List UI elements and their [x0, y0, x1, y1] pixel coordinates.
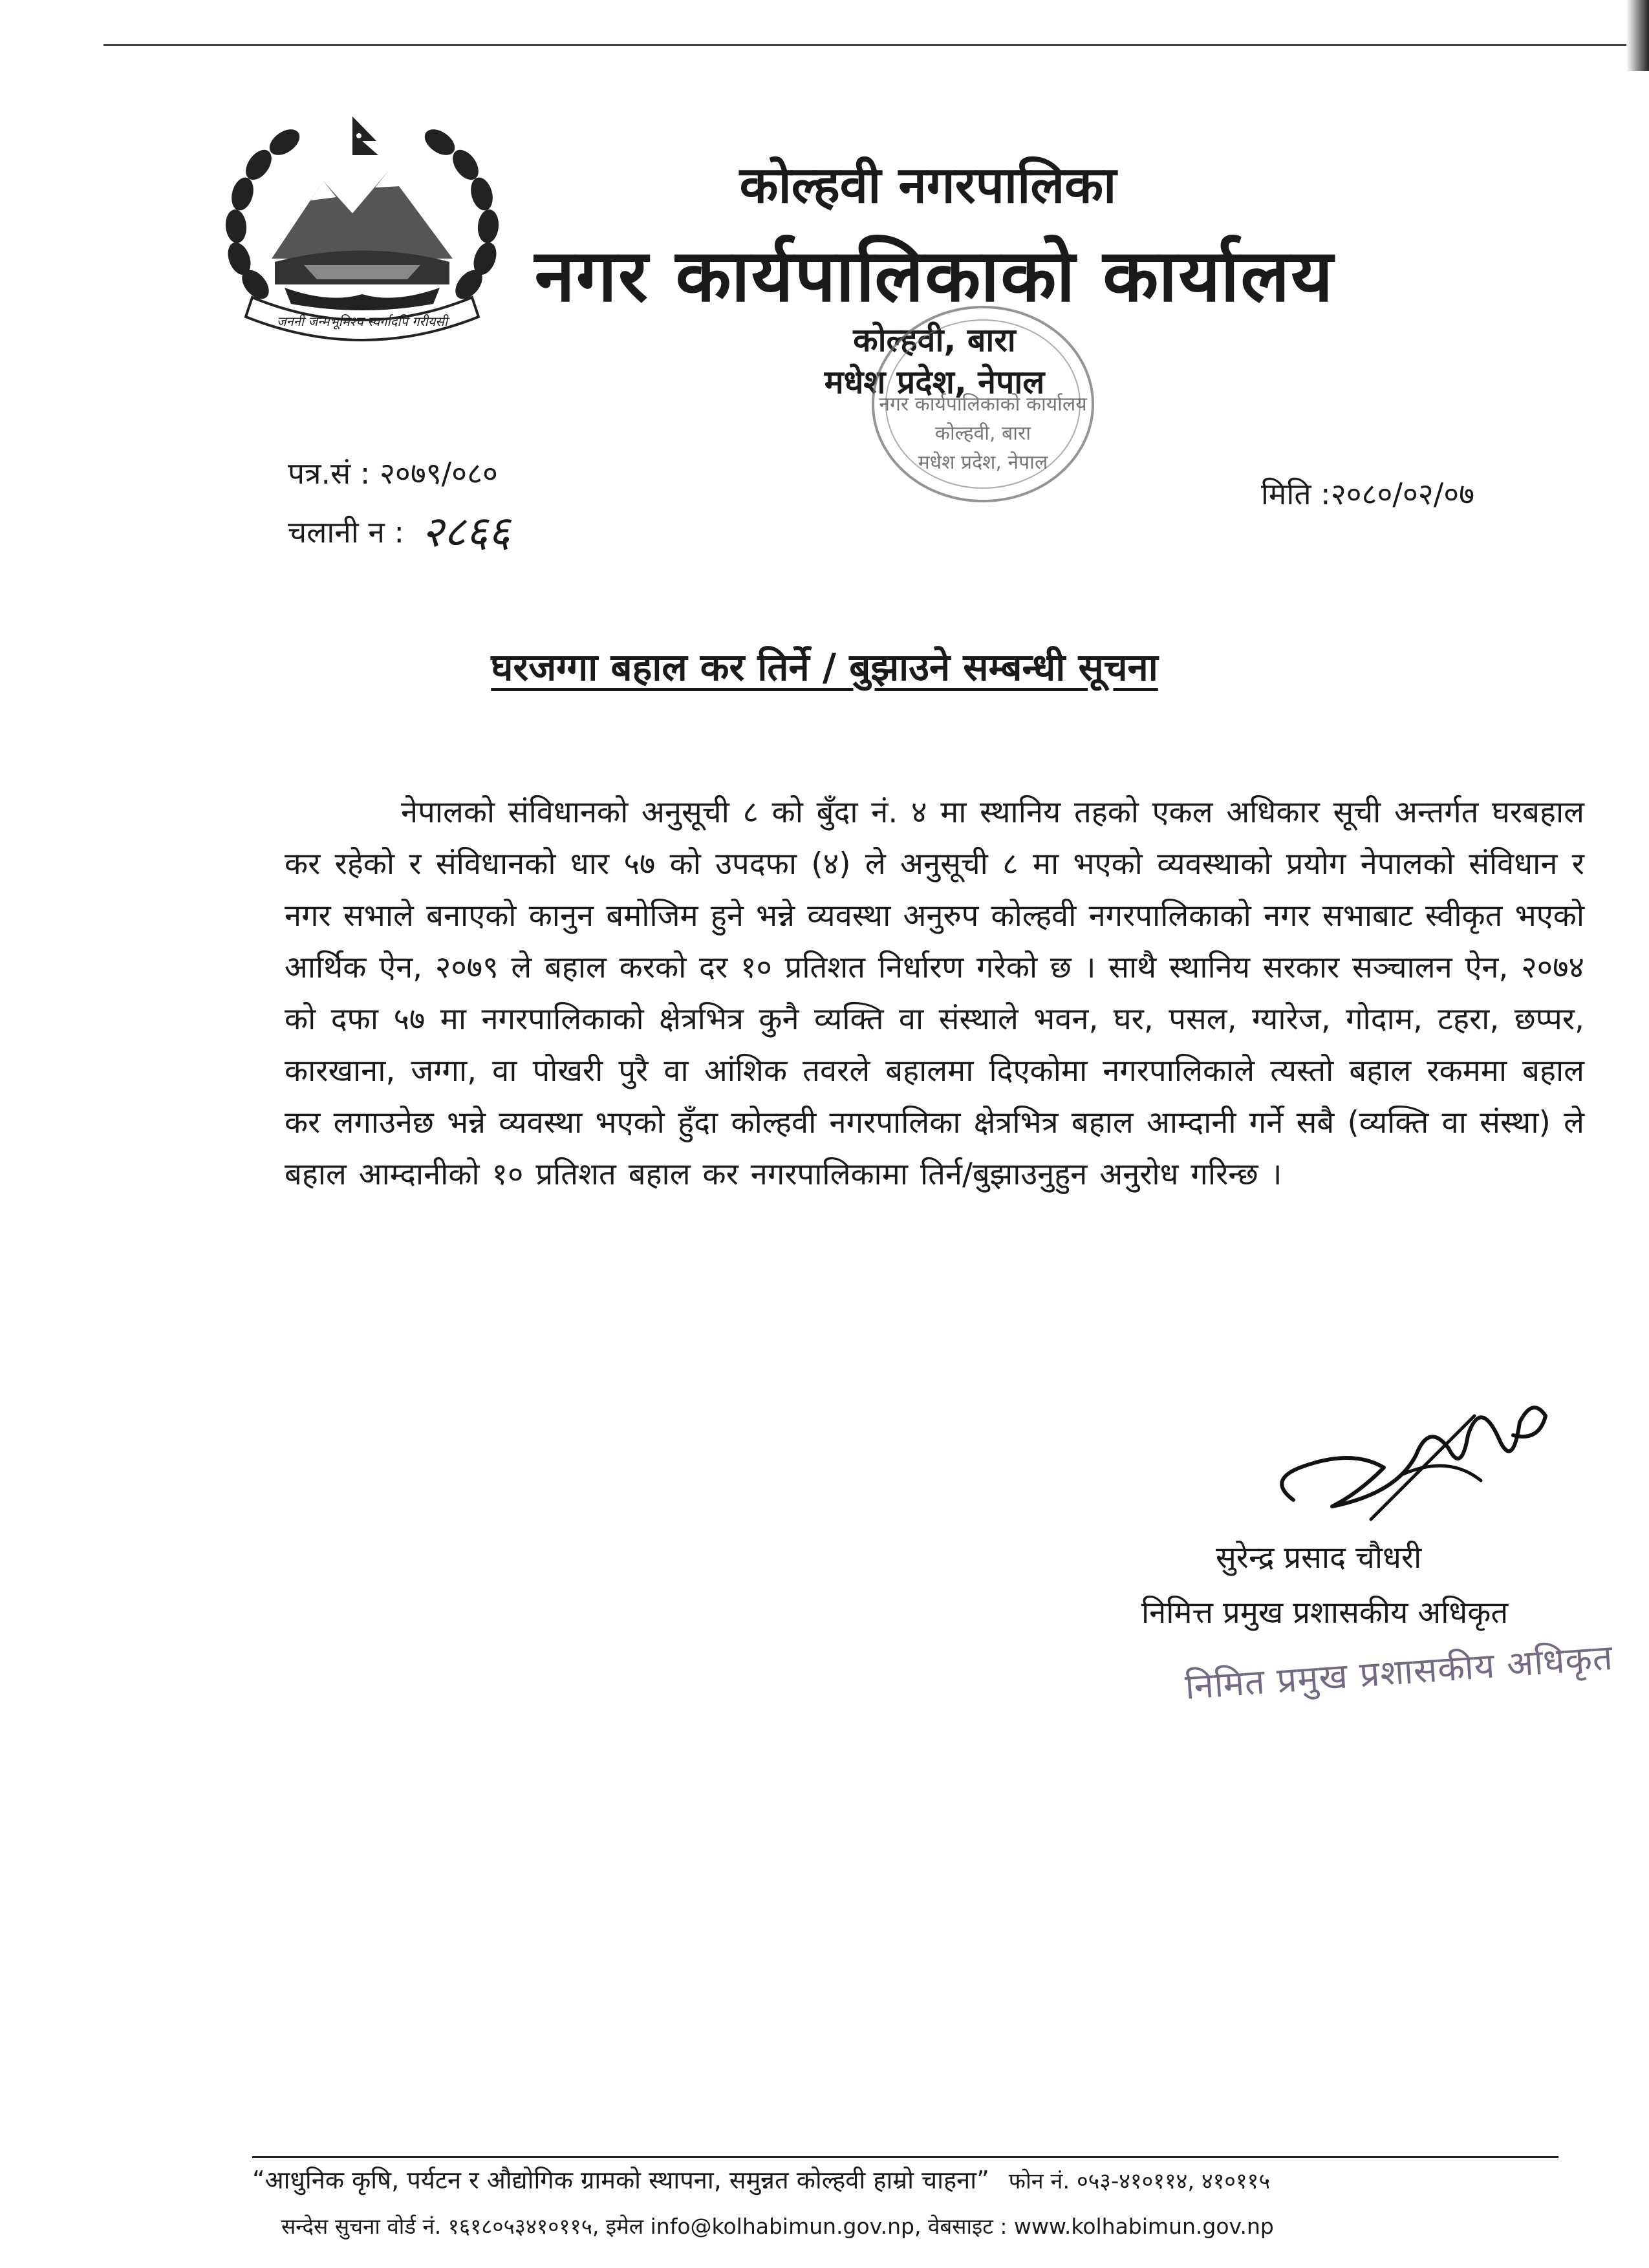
seal-line-district: कोल्हवी, बारा: [934, 422, 1031, 445]
letter-date-value: २०८०/०२/०७: [1330, 476, 1475, 511]
emblem-motto: जननी जन्मभूमिश्च स्वर्गादपि गरीयसी: [276, 314, 448, 329]
office-province: मधेश प्रदेश, नेपाल: [824, 363, 1045, 401]
dispatch-number: [288, 501, 510, 559]
footer-slogan: “आधुनिक कृषि, पर्यटन र औद्योगिक ग्रामको स्थापना, समुन्नत कोल्हवी हाम्रो चाहना”: [252, 2166, 989, 2194]
signatory-name: सुरेन्द्र प्रसाद चौधरी: [1216, 1540, 1422, 1576]
letter-date: [1261, 473, 1474, 513]
notice-subject: [0, 640, 1649, 691]
signatory-title: निमित्त प्रमुख प्रशासकीय अधिकृत: [1141, 1595, 1509, 1631]
notice-subject-text: घरजग्गा बहाल कर तिर्ने / बुझाउने सम्बन्धी सूचना: [491, 645, 1158, 689]
seal-line-province: मधेश प्रदेश, नेपाल: [918, 451, 1048, 474]
handwritten-signature: [1255, 1371, 1552, 1552]
office-district: कोल्हवी, बारा: [853, 321, 1016, 359]
scan-edge-top: [103, 44, 1643, 46]
seal-line-office: नगर कार्यपालिकाको कार्यालय: [879, 393, 1087, 416]
letter-number: [288, 453, 498, 493]
office-seal: [860, 297, 1106, 511]
office-title: नगर कार्यपालिकाको कार्यालय: [534, 234, 1335, 318]
footer-contact-line: सन्देस सुचना वोर्ड नं. १६१८०५३४१०११५, इमेल info@kolhabimun.gov.np, वेबसाइट : www.kolhabimun.gov.np: [281, 2214, 1274, 2239]
letter-date-label: मिति :: [1261, 476, 1331, 511]
scan-edge-right: [1626, 0, 1649, 71]
footer-divider: [252, 2156, 1558, 2158]
footer-slogan-line: [252, 2163, 1630, 2196]
dispatch-number-label: चलानी न :: [288, 515, 405, 550]
dispatch-number-value: २८६६: [421, 507, 510, 557]
municipality-name: कोल्हवी नगरपालिका: [739, 156, 1117, 215]
letter-number-value: २०७९/०८०: [379, 456, 498, 491]
notice-body: नेपालको संविधानको अनुसूची ८ को बुँदा नं. ४ मा स्थानिय तहको एकल अधिकार सूची अन्तर्गत घरबहाल कर रहेको र संविधानको धार ५७ को उपदफा (४) ले अनुसूची ८ मा भएको व्यवस्थाको प्रयोग नेपालको संविधान र नगर सभाले बनाएको कानुन बमोजिम हुने भन्ने व्यवस्था अनुरुप कोल्हवी नगरपालिकाको नगर सभाबाट स्वीकृत भएको आर्थिक ऐन, २०७९ ले बहाल करको दर १० प्रतिशत निर्धारण गरेको छ । साथै स्थानिय सरकार सञ्चालन ऐन, २०७४ को दफा ५७ मा नगरपालिकाको क्षेत्रभित्र कुनै व्यक्ति वा संस्थाले भवन, घर, पसल, ग्यारेज, गोदाम, टहरा, छप्पर, कारखाना, जग्गा, वा पोखरी पुरै वा आंशिक तवरले बहालमा दिएकोमा नगरपालिकाले त्यस्तो बहाल रकममा बहाल कर लगाउनेछ भन्ने व्यवस्था भएको हुँदा कोल्हवी नगरपालिका क्षेत्रभित्र बहाल आम्दानी गर्ने सबै (व्यक्ति वा संस्था) ले बहाल आम्दानीको १० प्रतिशत बहाल कर नगरपालिकामा तिर्न/बुझाउनुहुन अनुरोध गरिन्छ ।: [285, 795, 1584, 1192]
designation-stamp: निमित प्रमुख प्रशासकीय अधिकृत: [1183, 1636, 1615, 1707]
footer-phone: फोन नं. ०५३-४१०११४, ४१०११५: [1008, 2168, 1271, 2194]
letter-number-label: पत्र.सं :: [288, 456, 371, 491]
